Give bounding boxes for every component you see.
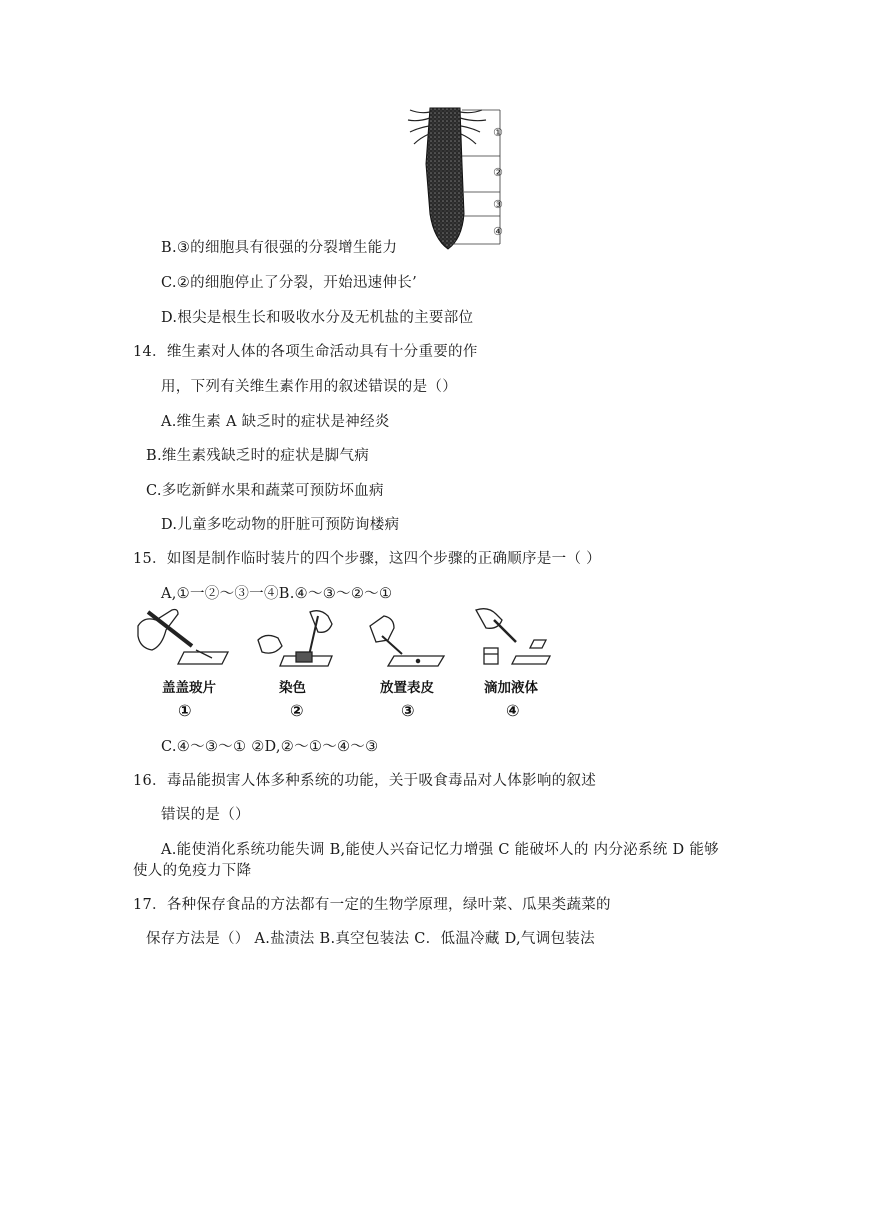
q15-options-cd: C.④～③～① ②D,②～①～④～③ xyxy=(161,739,379,755)
root-label-4: ④ xyxy=(493,225,503,238)
q13-option-d: D.根尖是根生长和吸收水分及无机盐的主要部位 xyxy=(161,310,474,326)
step-1-caption: 盖盖玻片 xyxy=(162,680,216,696)
q14-stem-line-1: 14．维生素对人体的各项生命活动具有十分重要的作 xyxy=(133,344,478,360)
q16-stem-line-1: 16．毒品能损害人体多种系统的功能，关于吸食毒品对人体影响的叙述 xyxy=(133,773,597,789)
q14-option-d: D.儿童多吃动物的肝脏可预防询楼病 xyxy=(161,517,400,533)
q14-option-a: A.维生素 A 缺乏时的症状是神经炎 xyxy=(161,414,390,430)
q17-answer-line: 保存方法是（） A.盐渍法 B.真空包装法 C．低温冷藏 D,气调包装法 xyxy=(146,931,595,947)
q16-stem-line-2: 错误的是（） xyxy=(161,807,250,823)
q14-option-b: B.维生素残缺乏时的症状是脚气病 xyxy=(146,448,370,464)
q14-option-c: C.多吃新鲜水果和蔬菜可预防坏血病 xyxy=(146,483,384,499)
q16-options-line-2: 使人的免疫力下降 xyxy=(133,863,252,879)
q15-options-ab: A,①一②～③一④B.④～③～②～① xyxy=(161,586,393,602)
step-2-caption: 染色 xyxy=(279,680,306,696)
root-label-3: ③ xyxy=(493,198,503,211)
step-2-number: ② xyxy=(290,701,304,720)
q13-option-c: C.②的细胞停止了分裂，开始迅速伸长’ xyxy=(161,275,417,291)
step-1-number: ① xyxy=(178,701,192,720)
q17-stem: 17．各种保存食品的方法都有一定的生物学原理，绿叶菜、瓜果类蔬菜的 xyxy=(133,897,611,913)
step-3-caption: 放置表皮 xyxy=(380,680,434,696)
q13-option-b: B.③的细胞具有很强的分裂增生能力 xyxy=(161,240,398,256)
q14-stem-line-2: 用，下列有关维生素作用的叙述错误的是（） xyxy=(161,379,457,395)
slide-steps-figure xyxy=(132,606,552,722)
root-label-1: ① xyxy=(493,126,503,139)
root-tip-figure xyxy=(402,104,510,254)
q16-options-line-1: A.能使消化系统功能失调 B,能使人兴奋记忆力增强 C 能破坏人的 内分泌系统 D 能够 xyxy=(161,842,719,858)
step-3-number: ③ xyxy=(401,701,415,720)
root-label-2: ② xyxy=(493,166,503,179)
step-4-number: ④ xyxy=(506,701,520,720)
q15-stem: 15．如图是制作临时装片的四个步骤，这四个步骤的正确顺序是一（ ） xyxy=(133,551,601,567)
step-4-caption: 滴加液体 xyxy=(484,680,538,696)
